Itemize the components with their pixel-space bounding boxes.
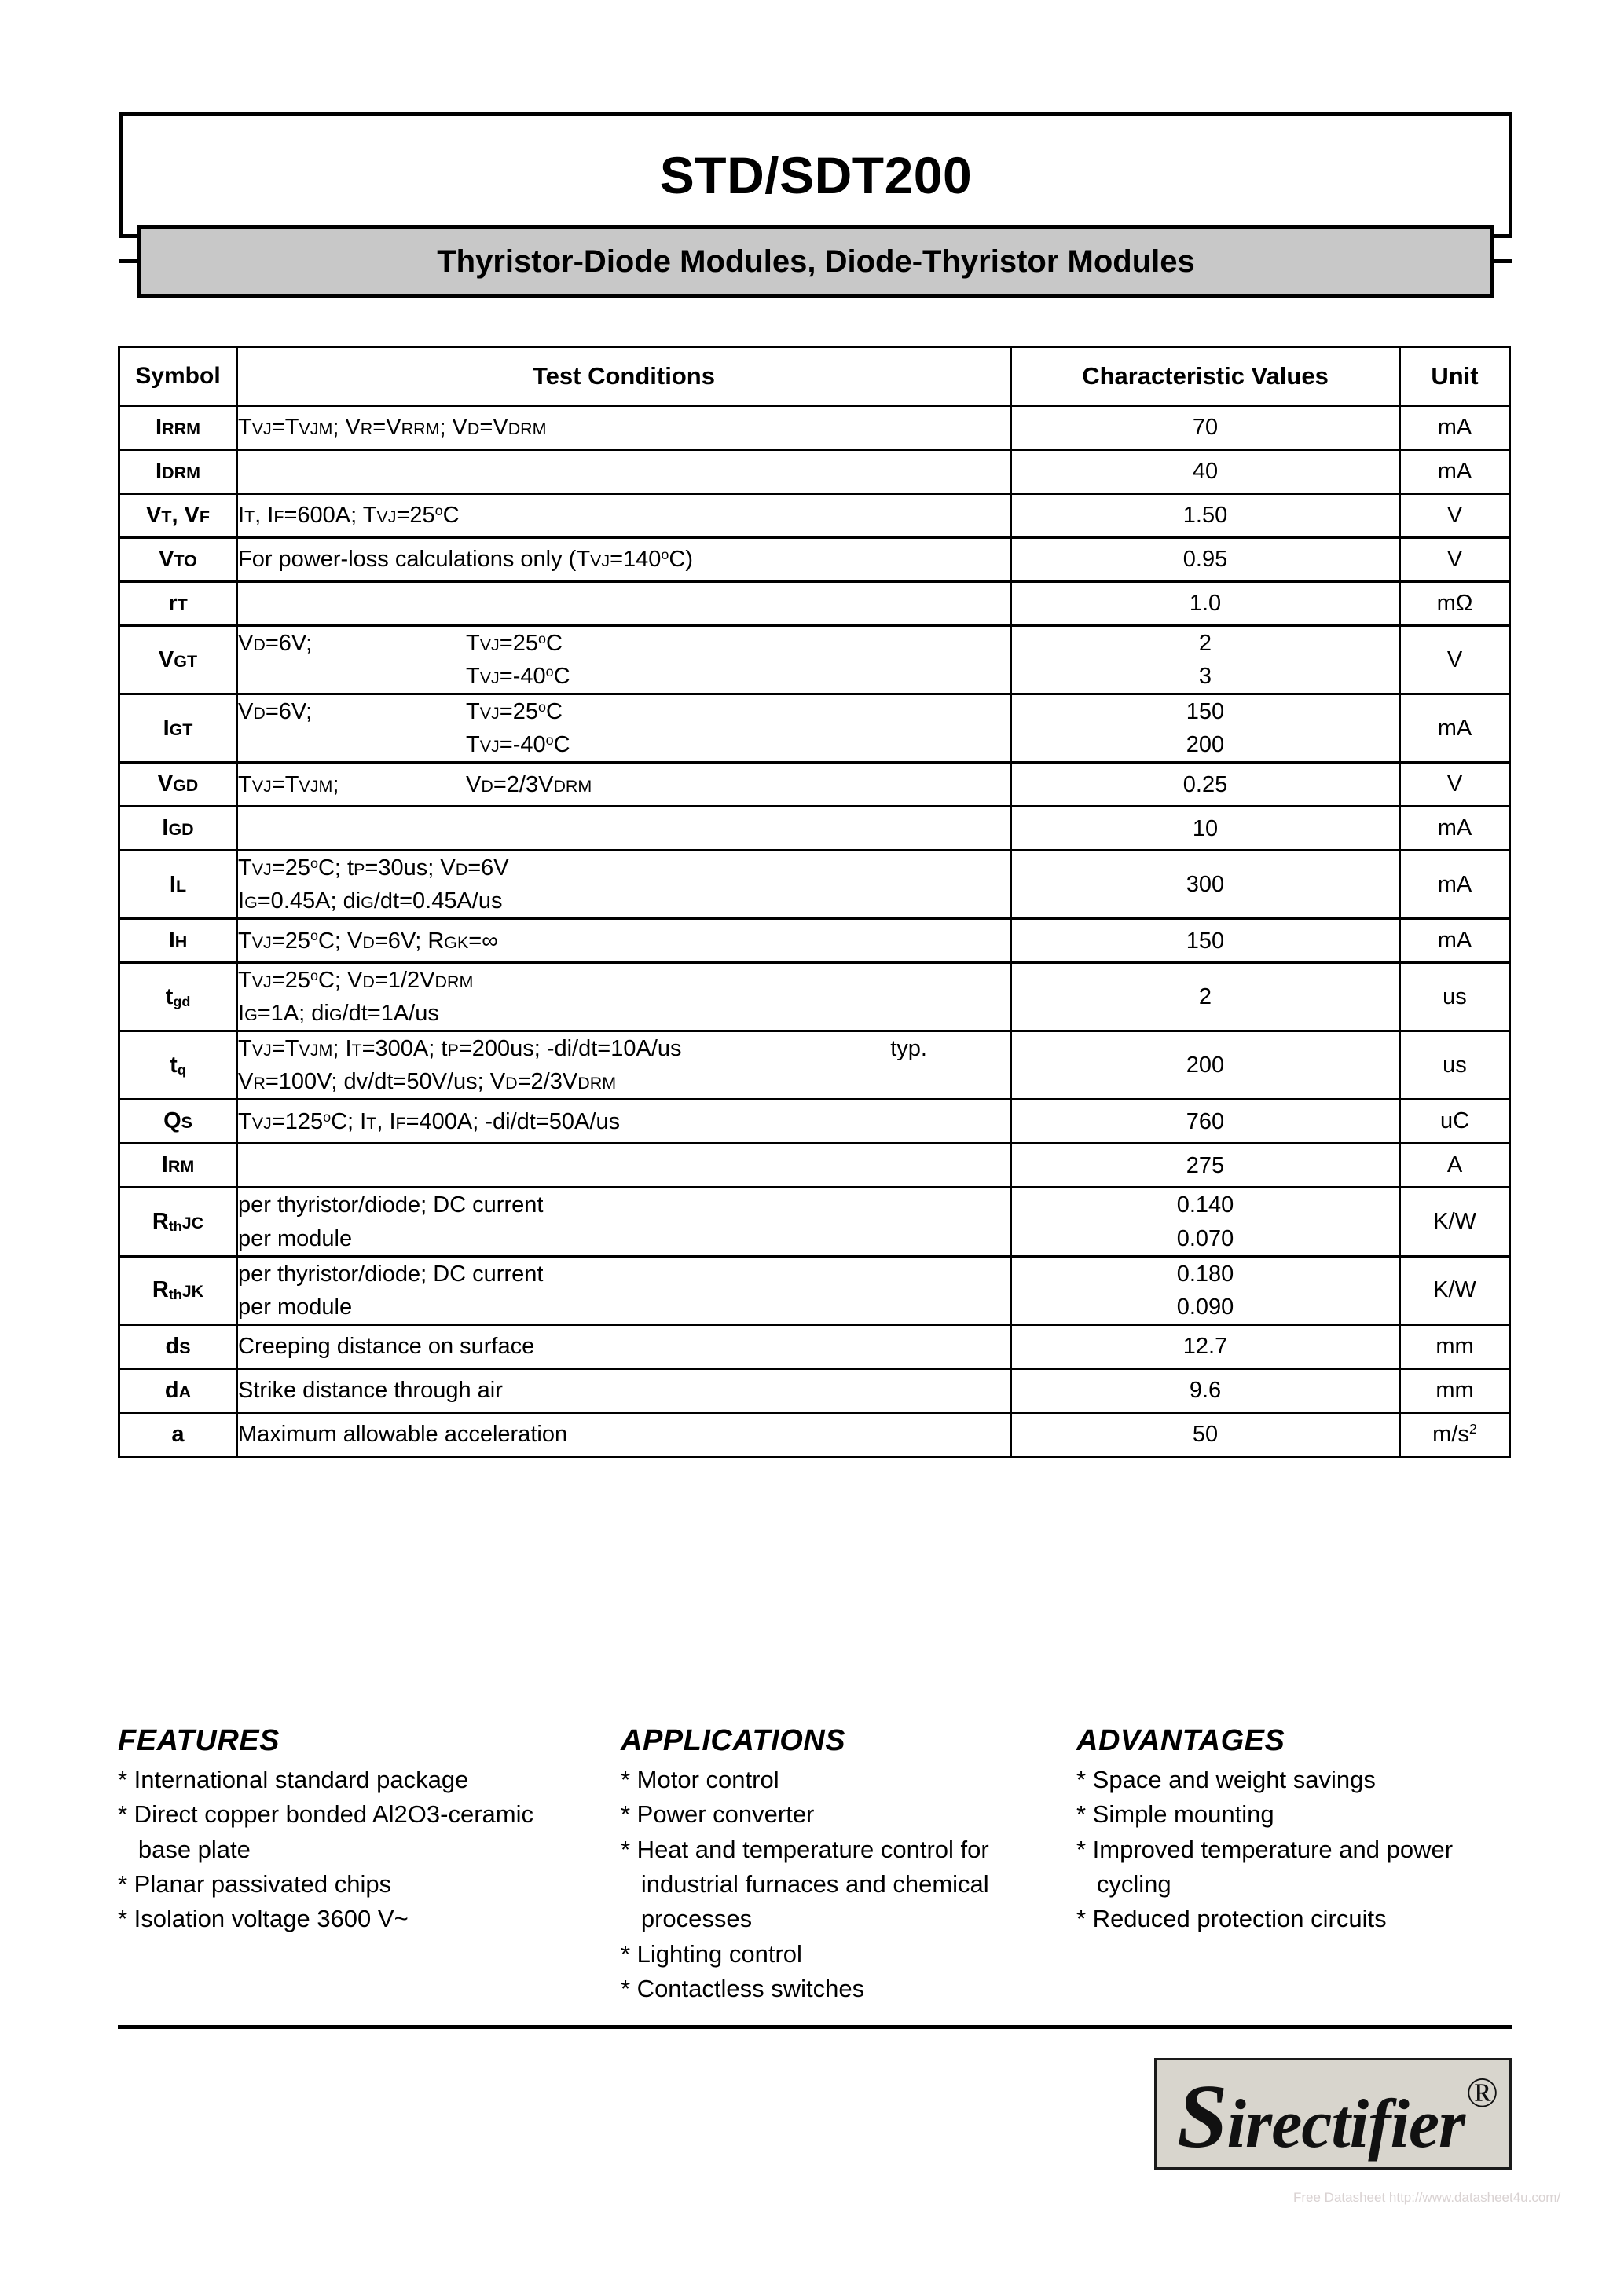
row-symbol: IL (119, 851, 237, 919)
table-row (119, 450, 1510, 494)
list-item: * Reduced protection circuits (1076, 1905, 1387, 1933)
bottom-columns (118, 1724, 1516, 2006)
list-item: * Lighting control (621, 1939, 802, 1968)
row-unit: A (1400, 1144, 1510, 1188)
row-symbol: $t_q$ (119, 1031, 237, 1100)
logo-rest: irectifier (1226, 2086, 1465, 2162)
table-row (119, 1324, 1510, 1368)
row-unit: K/W (1400, 1188, 1510, 1256)
row-value: 300 (1011, 851, 1400, 919)
page-subtitle: Thyristor-Diode Modules, Diode-Thyristor Modules (437, 244, 1195, 279)
title-tick-right (1494, 259, 1512, 263)
row-conditions: TVJ=TVJM; VD=2/3VDRM (237, 763, 1011, 807)
row-conditions (237, 807, 1011, 851)
footer-divider (118, 2025, 1512, 2029)
advantages-list (1076, 1763, 1516, 1937)
row-conditions: Strike distance through air (237, 1368, 1011, 1412)
footer-watermark: Free Datasheet http://www.datasheet4u.com/ (1293, 2190, 1561, 2205)
row-symbol: IRM (119, 1144, 237, 1188)
row-conditions-typ: typ. (890, 1036, 927, 1062)
list-item: * Motor control (621, 1766, 779, 1793)
row-unit: mΩ (1400, 582, 1510, 626)
row-symbol: $t_{gd}$ (119, 963, 237, 1031)
row-unit: V (1400, 763, 1510, 807)
row-conditions: $TVJ=25^oC$; VD=6V; RGK=∞ (237, 919, 1011, 963)
table-row (119, 494, 1510, 538)
row-unit: mA (1400, 406, 1510, 450)
row-symbol: VT, VF (119, 494, 237, 538)
row-symbol: dS (119, 1324, 237, 1368)
row-symbol: IGT (119, 694, 237, 763)
column-header-characteristic-values: Characteristic Values (1011, 347, 1400, 406)
row-symbol: IH (119, 919, 237, 963)
row-conditions: per thyristor/diode; DC current per module (237, 1256, 1011, 1324)
row-value: 200 (1011, 1031, 1400, 1100)
row-unit: mA (1400, 919, 1510, 963)
page-title: STD/SDT200 (659, 146, 973, 204)
table-row (119, 851, 1510, 919)
table-row (119, 406, 1510, 450)
row-symbol: VTO (119, 538, 237, 582)
row-unit: V (1400, 494, 1510, 538)
row-conditions: VD=6V; $TVJ=25^oC$ $TVJ=-40^oC$ (237, 694, 1011, 763)
row-conditions: TVJ=TVJM; VR=VRRM; VD=VDRM (237, 406, 1011, 450)
row-symbol: IRRM (119, 406, 237, 450)
row-value: 50 (1011, 1412, 1400, 1456)
row-unit: us (1400, 963, 1510, 1031)
table-row (119, 1031, 1510, 1100)
subtitle-box (137, 225, 1494, 298)
table-row (119, 626, 1510, 694)
row-conditions (237, 450, 1011, 494)
row-value: 150 (1011, 919, 1400, 963)
title-box (119, 112, 1512, 238)
row-value: 0.140 0.070 (1011, 1188, 1400, 1256)
list-item: * Simple mounting (1076, 1800, 1274, 1829)
applications-column (621, 1724, 1076, 2006)
table-row (119, 538, 1510, 582)
advantages-column (1076, 1724, 1516, 2006)
list-item: processes (621, 1905, 753, 1933)
row-value: 0.95 (1011, 538, 1400, 582)
specification-table (118, 346, 1511, 1458)
table-row (119, 763, 1510, 807)
row-value: 1.0 (1011, 582, 1400, 626)
list-item: industrial furnaces and chemical (621, 1869, 989, 1898)
row-value: 70 (1011, 406, 1400, 450)
row-symbol: $R_{th}JC$ (119, 1188, 237, 1256)
table-row (119, 1256, 1510, 1324)
row-unit: mA (1400, 694, 1510, 763)
list-item: * International standard package (118, 1766, 469, 1793)
row-symbol: QS (119, 1100, 237, 1144)
table-header-row (119, 347, 1510, 406)
table-row (119, 1412, 1510, 1456)
row-unit: $m/s^2$ (1400, 1412, 1510, 1456)
list-item: * Power converter (621, 1800, 815, 1829)
column-header-unit: Unit (1400, 347, 1510, 406)
list-item: cycling (1076, 1869, 1171, 1898)
row-symbol: rT (119, 582, 237, 626)
specification-table-wrapper (118, 346, 1509, 1458)
row-value: 0.25 (1011, 763, 1400, 807)
table-row (119, 807, 1510, 851)
advantages-heading: ADVANTAGES (1076, 1724, 1285, 1757)
list-item: * Planar passivated chips (118, 1869, 392, 1898)
features-column (118, 1724, 621, 2006)
row-conditions: Creeping distance on surface (237, 1324, 1011, 1368)
row-value: 150 200 (1011, 694, 1400, 763)
row-conditions: typ. TVJ=TVJM; IT=300A; tP=200us; -di/dt=10A/us VR=100V; dv/dt=50V/us; VD=2/3VDRM (237, 1031, 1011, 1100)
row-conditions: $TVJ=25^oC$; VD=1/2VDRM IG=1A; diG/dt=1A/us (237, 963, 1011, 1031)
row-conditions (237, 582, 1011, 626)
row-symbol: IDRM (119, 450, 237, 494)
table-row (119, 582, 1510, 626)
applications-heading: APPLICATIONS (621, 1724, 846, 1757)
features-heading: FEATURES (118, 1724, 280, 1757)
row-conditions: $TVJ=25^oC$; tP=30us; VD=6V IG=0.45A; diG/dt=0.45A/us (237, 851, 1011, 919)
list-item: * Heat and temperature control for (621, 1835, 989, 1863)
row-conditions: Maximum allowable acceleration (237, 1412, 1011, 1456)
row-unit: us (1400, 1031, 1510, 1100)
row-symbol: VGD (119, 763, 237, 807)
row-unit: uC (1400, 1100, 1510, 1144)
table-row (119, 963, 1510, 1031)
list-item: * Direct copper bonded Al2O3-ceramic (118, 1800, 533, 1829)
row-conditions (237, 1144, 1011, 1188)
row-unit: K/W (1400, 1256, 1510, 1324)
row-value: 275 (1011, 1144, 1400, 1188)
applications-list (621, 1763, 1076, 2006)
registered-trademark-icon: ® (1465, 2069, 1498, 2116)
row-unit: mA (1400, 807, 1510, 851)
row-conditions: For power-loss calculations only $(TVJ=140^oC)$ (237, 538, 1011, 582)
list-item: * Isolation voltage 3600 V~ (118, 1905, 409, 1933)
row-symbol: dA (119, 1368, 237, 1412)
column-header-symbol: Symbol (119, 347, 237, 406)
row-value: 1.50 (1011, 494, 1400, 538)
row-conditions: $TVJ=125^oC$; IT, IF=400A; -di/dt=50A/us (237, 1100, 1011, 1144)
title-tick-left (119, 259, 138, 263)
list-item: * Improved temperature and power (1076, 1835, 1454, 1863)
table-row (119, 1144, 1510, 1188)
row-symbol: a (119, 1412, 237, 1456)
table-row (119, 919, 1510, 963)
sirectifier-logo (1154, 2058, 1512, 2170)
row-value: 9.6 (1011, 1368, 1400, 1412)
row-unit: V (1400, 538, 1510, 582)
row-conditions: VD=6V; $TVJ=25^oC$ $TVJ=-40^oC$ (237, 626, 1011, 694)
row-unit: mA (1400, 450, 1510, 494)
column-header-test-conditions: Test Conditions (237, 347, 1011, 406)
features-list (118, 1763, 621, 1937)
row-value: 2 3 (1011, 626, 1400, 694)
row-unit: mm (1400, 1324, 1510, 1368)
row-symbol: $R_{th}JK$ (119, 1256, 237, 1324)
row-unit: V (1400, 626, 1510, 694)
logo-initial: S (1177, 2067, 1227, 2167)
logo-wordmark (1177, 2065, 1465, 2170)
list-item: * Contactless switches (621, 1974, 865, 2002)
row-conditions: per thyristor/diode; DC current per module (237, 1188, 1011, 1256)
row-value: 0.180 0.090 (1011, 1256, 1400, 1324)
list-item: base plate (118, 1835, 251, 1863)
row-value: 10 (1011, 807, 1400, 851)
table-row (119, 1100, 1510, 1144)
row-unit: mA (1400, 851, 1510, 919)
row-conditions: IT, IF=600A; $TVJ=25^oC$ (237, 494, 1011, 538)
table-row (119, 694, 1510, 763)
table-row (119, 1188, 1510, 1256)
row-value: 2 (1011, 963, 1400, 1031)
row-value: 12.7 (1011, 1324, 1400, 1368)
table-row (119, 1368, 1510, 1412)
row-unit: mm (1400, 1368, 1510, 1412)
row-symbol: VGT (119, 626, 237, 694)
list-item: * Space and weight savings (1076, 1766, 1376, 1793)
row-symbol: IGD (119, 807, 237, 851)
row-value: 760 (1011, 1100, 1400, 1144)
row-value: 40 (1011, 450, 1400, 494)
